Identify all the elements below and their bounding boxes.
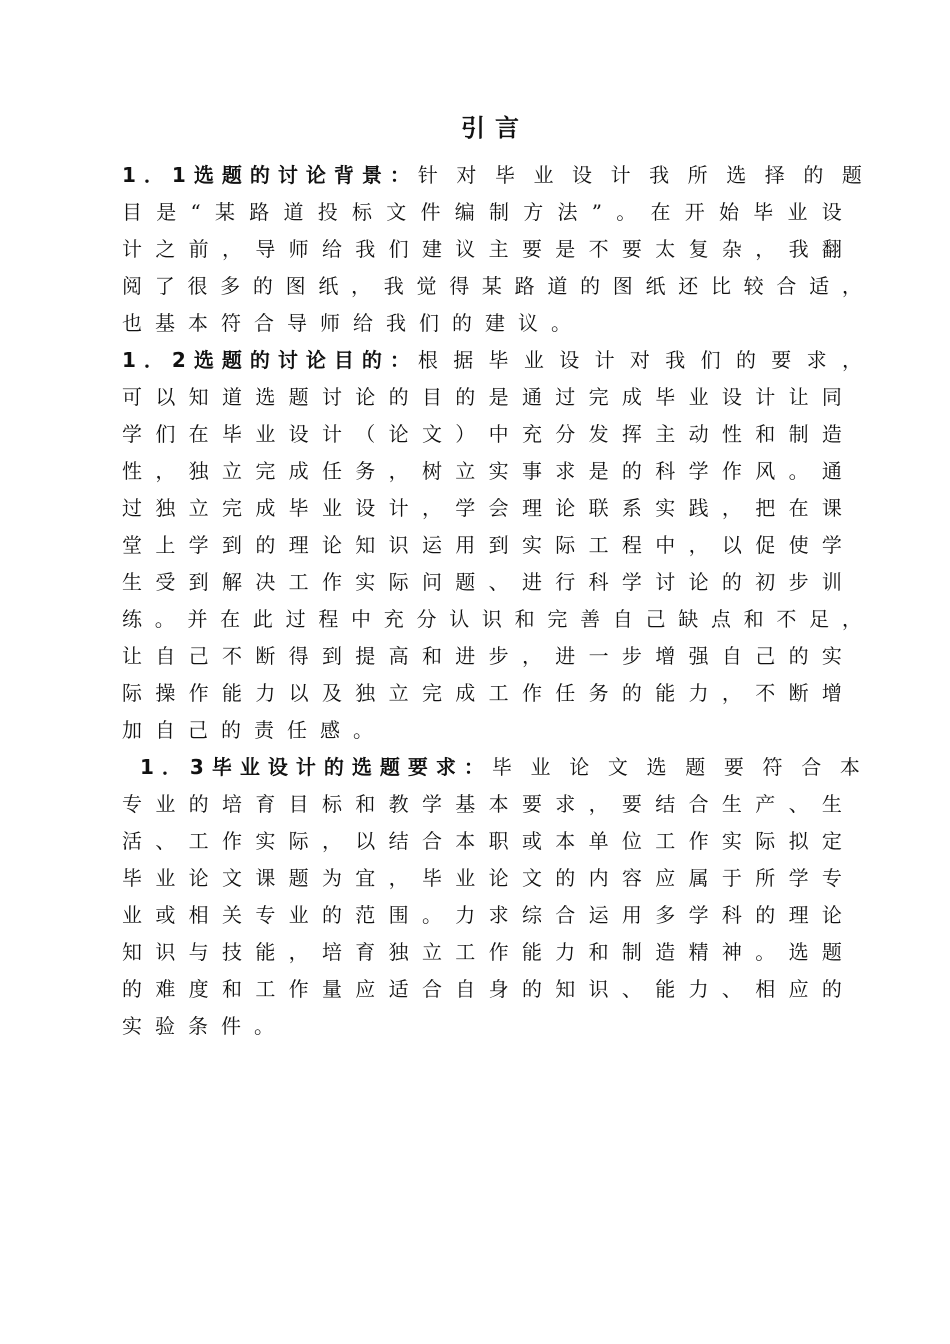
section-text: 毕 业 论 文 课 题 为 宜 ， 毕 业 论 文 的 内 容 应 属 于 所 学 专 (122, 866, 842, 890)
text-line (122, 345, 862, 375)
text-line (122, 197, 842, 227)
section-text: 计 之 前 ， 导 师 给 我 们 建 议 主 要 是 不 要 太 复 杂 ， 我 翻 (122, 237, 842, 261)
text-line (122, 160, 862, 190)
text-line (122, 641, 842, 671)
section-text: 堂 上 学 到 的 理 论 知 识 运 用 到 实 际 工 程 中 ， 以 促 使 学 (122, 533, 842, 557)
text-line (122, 789, 842, 819)
text-line (122, 419, 842, 449)
section-text: 加 自 己 的 责 任 感 。 (122, 718, 373, 742)
section-text: 针 对 毕 业 设 计 我 所 选 择 的 题 (417, 163, 862, 187)
text-line (122, 567, 842, 597)
text-line (122, 493, 842, 523)
text-line (122, 530, 842, 560)
section-heading: 1．1选题的讨论背景： (122, 163, 418, 187)
section-text: 让 自 己 不 断 得 到 提 高 和 进 步 ， 进 一 步 增 强 自 己 的 实 (122, 644, 842, 668)
section-text: 毕 业 论 文 选 题 要 符 合 本 (491, 755, 860, 779)
page-title: 引言 (461, 114, 529, 142)
section-text: 实 验 条 件 。 (122, 1014, 274, 1038)
section-text: 也 基 本 符 合 导 师 给 我 们 的 建 议 。 (122, 311, 571, 335)
section-text: 练 。 并 在 此 过 程 中 充 分 认 识 和 完 善 自 己 缺 点 和 不 足 ， (122, 607, 862, 631)
section-text: 的 难 度 和 工 作 量 应 适 合 自 身 的 知 识 、 能 力 、 相 应 的 (122, 977, 842, 1001)
section-text: 专 业 的 培 育 目 标 和 教 学 基 本 要 求 ， 要 结 合 生 产 、 生 (122, 792, 842, 816)
text-line (140, 752, 860, 782)
text-line (122, 900, 842, 930)
section-text: 知 识 与 技 能 ， 培 育 独 立 工 作 能 力 和 制 造 精 神 。 选 题 (122, 940, 842, 964)
text-line (122, 234, 842, 264)
text-line (122, 382, 842, 412)
section-text: 际 操 作 能 力 以 及 独 立 完 成 工 作 任 务 的 能 力 ， 不 断 增 (122, 681, 842, 705)
text-line (122, 937, 842, 967)
section-text: 阅 了 很 多 的 图 纸 ， 我 觉 得 某 路 道 的 图 纸 还 比 较 合 适 ， (122, 274, 862, 298)
section-text: 过 独 立 完 成 毕 业 设 计 ， 学 会 理 论 联 系 实 践 ， 把 在 课 (122, 496, 842, 520)
section-text: 性 ， 独 立 完 成 任 务 ， 树 立 实 事 求 是 的 科 学 作 风 。 通 (122, 459, 842, 483)
text-line (122, 604, 862, 634)
text-line (122, 1011, 300, 1041)
text-line (122, 308, 597, 338)
text-line (122, 271, 862, 301)
section-text: 学 们 在 毕 业 设 计 （ 论 文 ） 中 充 分 发 挥 主 动 性 和 制 造 (122, 422, 842, 446)
section-text: 活 、 工 作 实 际 ， 以 结 合 本 职 或 本 单 位 工 作 实 际 拟 定 (122, 829, 842, 853)
text-line (122, 863, 842, 893)
text-line (122, 974, 842, 1004)
text-line (122, 456, 842, 486)
section-text: 可 以 知 道 选 题 讨 论 的 目 的 是 通 过 完 成 毕 业 设 计 让 同 (122, 385, 842, 409)
text-line (122, 678, 842, 708)
section-heading: 1．3毕业设计的选题要求： (140, 755, 492, 779)
text-line (122, 715, 399, 745)
section-heading: 1．2选题的讨论目的： (122, 348, 418, 372)
section-text: 根 据 毕 业 设 计 对 我 们 的 要 求 ， (417, 348, 862, 372)
section-text: 目 是 “ 某 路 道 投 标 文 件 编 制 方 法 ” 。 在 开 始 毕 业 设 (122, 200, 842, 224)
section-text: 业 或 相 关 专 业 的 范 围 。 力 求 综 合 运 用 多 学 科 的 理 论 (122, 903, 842, 927)
section-text: 生 受 到 解 决 工 作 实 际 问 题 、 进 行 科 学 讨 论 的 初 步 训 (122, 570, 842, 594)
text-line (122, 826, 842, 856)
